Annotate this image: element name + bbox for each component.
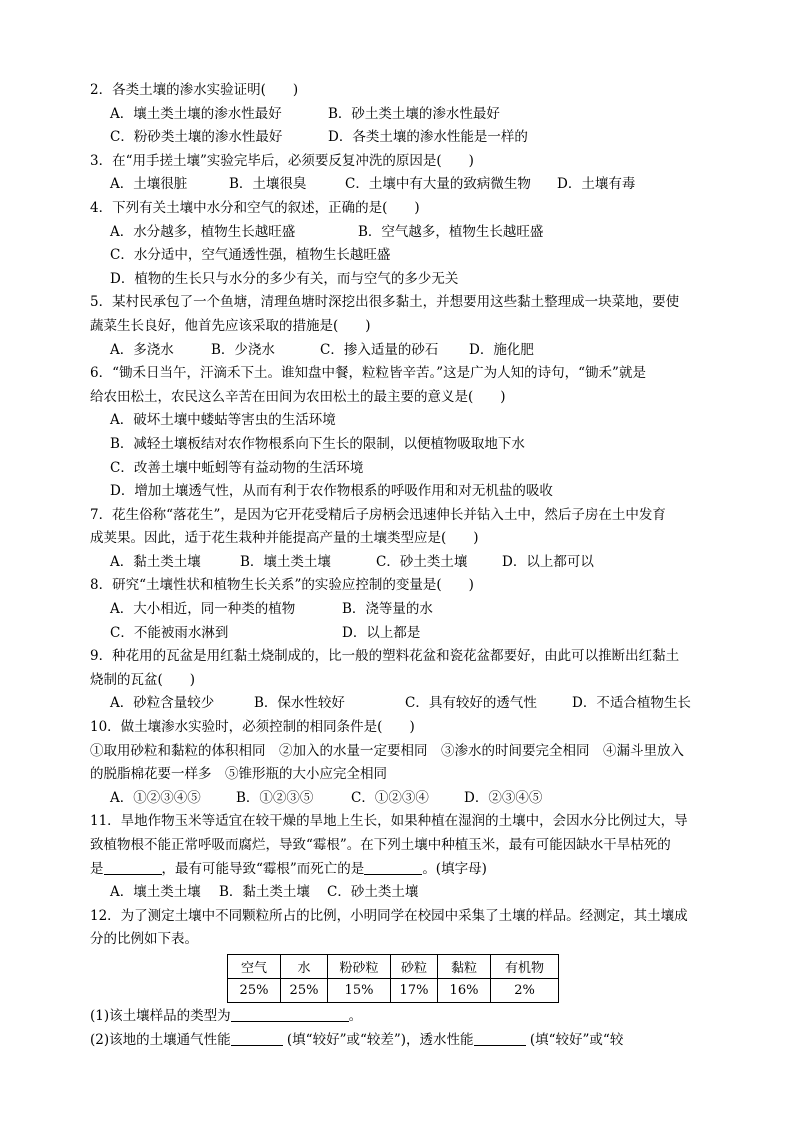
question-11-fill-line	[90, 858, 710, 882]
soil-table-value-cell: 25%	[281, 978, 328, 1002]
question-5-options	[90, 339, 710, 363]
question-8-option-c[interactable]: C．不能被雨水淋到	[110, 624, 229, 641]
soil-table-header-row	[228, 954, 559, 978]
soil-table-header-cell: 有机物	[491, 954, 559, 978]
question-2-option-a[interactable]: A．壤土类土壤的渗水性最好	[110, 105, 282, 122]
soil-table-value-row	[228, 978, 559, 1002]
question-8-options-row-2	[90, 622, 710, 646]
question-10-conditions-line-1: ①取用砂粒和黏粒的体积相同 ②加入的水量一定要相同 ③渗水的时间要完全相同 ④漏斗里放入	[90, 742, 684, 759]
question-12-stem-line-1: 12．为了测定土壤中不同颗粒所占的比例，小明同学在校园中采集了土壤的样品。经测定，其土壤成	[90, 907, 688, 924]
question-2-options-row-2	[90, 126, 710, 150]
question-5-option-c[interactable]: C．掺入适量的砂石	[320, 341, 439, 358]
question-4-option-c[interactable]: C．水分适中，空气通透性强，植物生长越旺盛	[110, 247, 391, 264]
question-12-blank-3[interactable]	[474, 1031, 526, 1046]
question-10-option-c[interactable]: C．①②③④	[351, 789, 429, 806]
question-12-part-2-end: (填“较好”或“较	[525, 1031, 624, 1048]
question-7-option-a[interactable]: A．黏土类土壤	[110, 553, 201, 570]
question-10-option-b[interactable]: B．①②③⑤	[236, 789, 314, 806]
soil-table-header-cell: 水	[281, 954, 328, 978]
question-12-part-1-text: (1)该土壤样品的类型为	[90, 1007, 231, 1024]
question-8-options-row-1	[90, 598, 710, 622]
question-10-option-a[interactable]: A．①②③④⑤	[110, 789, 201, 806]
question-11-options	[90, 881, 710, 905]
soil-table-header-cell: 粉砂粒	[328, 954, 391, 978]
question-6-stem-line-1: 6．“锄禾日当午，汗滴禾下土。谁知盘中餐，粒粒皆辛苦。”这是广为人知的诗句，“锄禾”就是	[90, 365, 646, 382]
soil-table-value-cell: 15%	[328, 978, 391, 1002]
question-4-option-d[interactable]: D．植物的生长只与水分的多少有关，而与空气的多少无关	[110, 270, 459, 287]
question-5-stem-line-1: 5．某村民承包了一个鱼塘，清理鱼塘时深挖出很多黏土，并想要用这些黏土整理成一块菜地，要使	[90, 294, 680, 311]
question-12-part-2	[90, 1029, 710, 1053]
question-5-option-b[interactable]: B．少浇水	[211, 341, 275, 358]
question-4-option-b[interactable]: B．空气越多，植物生长越旺盛	[358, 223, 544, 240]
question-8-option-a[interactable]: A．大小相近，同一种类的植物	[110, 601, 296, 618]
question-7-options	[90, 551, 710, 575]
question-3-options	[90, 173, 710, 197]
question-3-option-a[interactable]: A．土壤很脏	[110, 176, 188, 193]
soil-table-value-cell: 25%	[228, 978, 281, 1002]
soil-table-value-cell: 17%	[391, 978, 438, 1002]
question-5-option-a[interactable]: A．多浇水	[110, 341, 174, 358]
question-11-blank-2[interactable]	[364, 860, 422, 875]
question-11-text-3: 。(填字母)	[422, 860, 487, 877]
question-12-part-2-text: (2)该地的土壤通气性能	[90, 1031, 231, 1048]
question-8-stem: 8．研究“土壤性状和植物生长关系”的实验应控制的变量是( )	[90, 577, 474, 594]
question-11-blank-1[interactable]	[104, 860, 162, 875]
question-11-text-1: 是	[90, 860, 104, 877]
question-9-option-b[interactable]: B．保水性较好	[254, 695, 345, 712]
question-6-option-a[interactable]: A．破坏土壤中蝼蛄等害虫的生活环境	[110, 412, 336, 429]
soil-table-header-cell: 黏粒	[438, 954, 491, 978]
question-9-options	[90, 692, 710, 716]
question-6-option-d[interactable]: D．增加土壤透气性，从而有利于农作物根系的呼吸作用和对无机盐的吸收	[110, 483, 553, 500]
question-8-option-b[interactable]: B．浇等量的水	[342, 601, 433, 618]
question-9-option-c[interactable]: C．具有较好的透气性	[405, 695, 537, 712]
question-11-option-a: A．壤土类土壤	[110, 884, 201, 901]
soil-table-value-cell: 16%	[438, 978, 491, 1002]
soil-table-value-cell: 2%	[491, 978, 559, 1002]
question-10-stem: 10．做土壤渗水实验时，必须控制的相同条件是( )	[90, 719, 415, 736]
question-12-blank-1[interactable]	[231, 1007, 349, 1022]
question-2-option-b[interactable]: B．砂土类土壤的渗水性最好	[328, 105, 500, 122]
worksheet-page	[90, 79, 710, 1052]
question-11-option-b: B．黏土类土壤	[219, 884, 310, 901]
question-11-option-c: C．砂土类土壤	[327, 884, 419, 901]
question-10-option-d[interactable]: D．②③④⑤	[464, 789, 543, 806]
question-12-blank-2[interactable]	[231, 1031, 283, 1046]
question-11-text-2: ，最有可能导致“霉根”而死亡的是	[161, 860, 365, 877]
soil-table-header-cell: 空气	[228, 954, 281, 978]
question-5-stem-line-2: 蔬菜生长良好，他首先应该采取的措施是( )	[90, 317, 371, 334]
question-4-options-row-1	[90, 221, 710, 245]
soil-table-header-cell: 砂粒	[391, 954, 438, 978]
question-12-part-1-end: 。	[348, 1007, 363, 1024]
question-2-options-row-1	[90, 103, 710, 127]
question-9-option-d[interactable]: D．不适合植物生长	[572, 695, 691, 712]
question-6-option-c[interactable]: C．改善土壤中蚯蚓等有益动物的生活环境	[110, 459, 364, 476]
question-12-part-1	[90, 1005, 710, 1029]
question-9-option-a[interactable]: A．砂粒含量较少	[110, 695, 215, 712]
question-9-stem-line-2: 烧制的瓦盆( )	[90, 671, 196, 688]
question-7-stem-line-2: 成荚果。因此，适于花生栽种并能提高产量的土壤类型应是( )	[90, 530, 479, 547]
question-9-stem-line-1: 9．种花用的瓦盆是用红黏土烧制成的，比一般的塑料花盆和瓷花盆都要好，由此可以推断出红黏土	[90, 648, 680, 665]
question-12-stem-line-2: 分的比例如下表。	[90, 931, 198, 948]
question-6-stem-line-2: 给农田松土，农民这么辛苦在田间为农田松土的最主要的意义是( )	[90, 388, 506, 405]
question-11-stem-line-1: 11．旱地作物玉米等适宜在较干燥的旱地上生长，如果种植在湿润的土壤中，会因水分比例过大，导	[90, 813, 688, 830]
question-4-stem: 4．下列有关土壤中水分和空气的叙述，正确的是( )	[90, 199, 420, 216]
question-7-stem-line-1: 7．花生俗称“落花生”，是因为它开花受精后子房柄会迅速伸长并钻入土中，然后子房在土中发育	[90, 506, 666, 523]
question-2-stem: 2．各类土壤的渗水实验证明( )	[90, 82, 299, 98]
question-4-option-a[interactable]: A．水分越多，植物生长越旺盛	[110, 223, 296, 240]
question-2-option-d[interactable]: D．各类土壤的渗水性能是一样的	[328, 129, 528, 146]
question-12-part-2-mid: (填“较好”或“较差”)，透水性能	[282, 1031, 474, 1048]
question-7-option-b[interactable]: B．壤土类土壤	[240, 553, 331, 570]
question-2-option-c[interactable]: C．粉砂类土壤的渗水性最好	[110, 129, 283, 146]
question-3-option-d[interactable]: D．土壤有毒	[557, 176, 636, 193]
soil-composition-table	[227, 954, 559, 1003]
question-6-option-b[interactable]: B．减轻土壤板结对农作物根系向下生长的限制，以便植物吸取地下水	[110, 435, 525, 452]
question-10-conditions-line-2: 的脱脂棉花要一样多 ⑤锥形瓶的大小应完全相同	[90, 766, 387, 783]
question-3-option-b[interactable]: B．土壤很臭	[229, 176, 307, 193]
question-7-option-c[interactable]: C．砂土类土壤	[376, 553, 468, 570]
question-10-options	[90, 787, 710, 811]
question-5-option-d[interactable]: D．施化肥	[469, 341, 534, 358]
question-3-option-c[interactable]: C．土壤中有大量的致病微生物	[345, 176, 531, 193]
question-3-stem: 3．在“用手搓土壤”实验完毕后，必须要反复冲洗的原因是( )	[90, 152, 474, 169]
question-8-option-d[interactable]: D．以上都是	[342, 624, 421, 641]
question-11-stem-line-2: 致植物根不能正常呼吸而腐烂，导致“霉根”。在下列土壤中种植玉米，最有可能因缺水干旱枯死的	[90, 837, 671, 853]
question-7-option-d[interactable]: D．以上都可以	[502, 553, 594, 570]
